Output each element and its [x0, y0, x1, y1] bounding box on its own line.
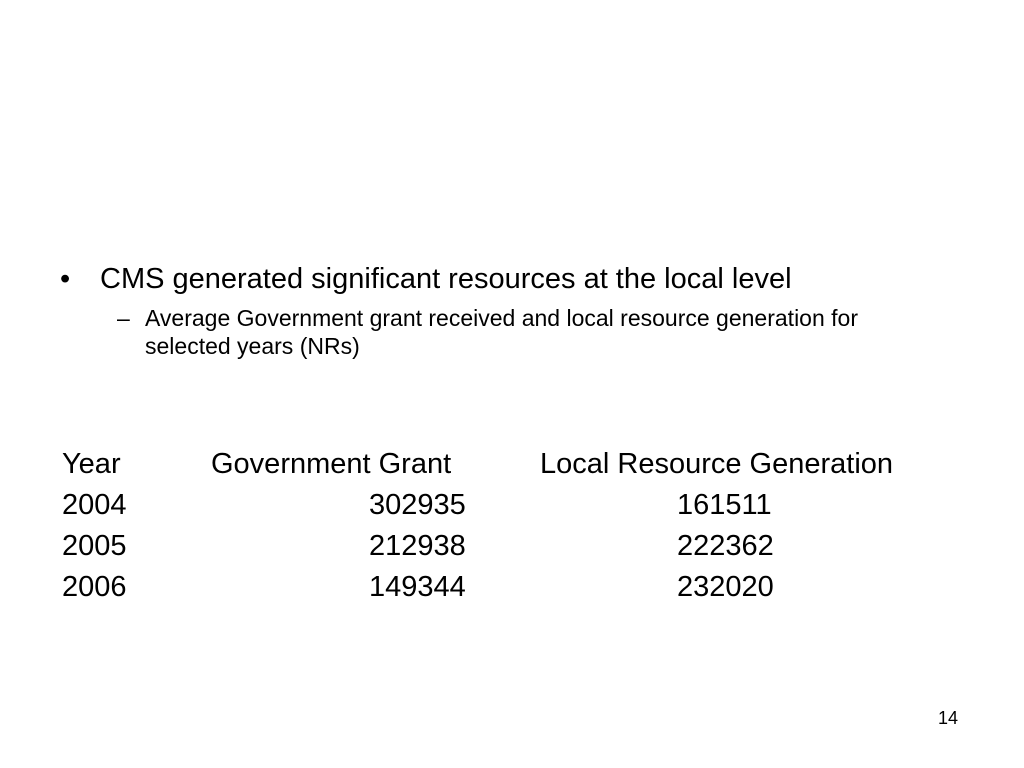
- sub-bullet-marker: –: [117, 305, 130, 331]
- cell-local-resource: 222362: [677, 530, 774, 562]
- cell-year: 2004: [62, 489, 127, 521]
- cell-local-resource: 161511: [677, 489, 772, 521]
- cell-government-grant: 212938: [369, 530, 466, 562]
- bullet-text: CMS generated significant resources at the local level: [100, 263, 792, 295]
- sub-bullet-text: Average Government grant received and local resource generation for selected years (NRs): [145, 305, 858, 359]
- header-local-resource-generation: Local Resource Generation: [540, 448, 894, 480]
- cell-local-resource: 232020: [677, 571, 774, 603]
- cell-government-grant: 302935: [369, 489, 466, 521]
- bullet-marker: •: [60, 263, 71, 295]
- cell-year: 2005: [62, 530, 127, 562]
- header-year: Year: [62, 448, 121, 480]
- cell-government-grant: 149344: [369, 571, 466, 603]
- cell-year: 2006: [62, 571, 127, 603]
- page-number: 14: [938, 708, 959, 728]
- header-government-grant: Government Grant: [211, 448, 452, 480]
